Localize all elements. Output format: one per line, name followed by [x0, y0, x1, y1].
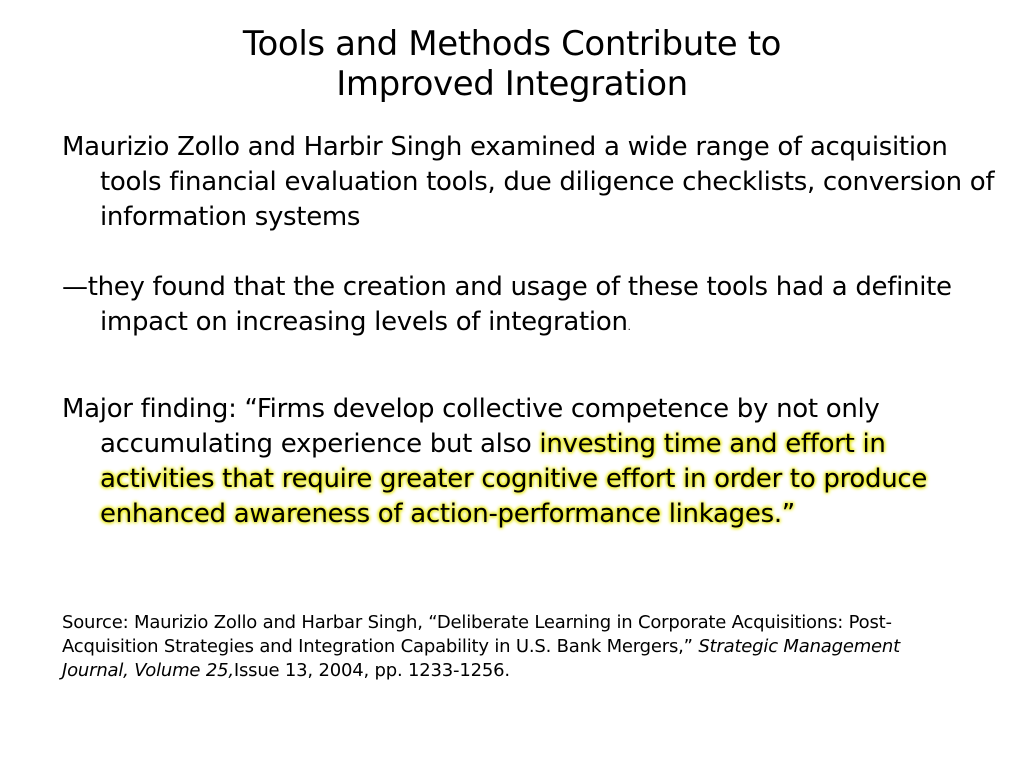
slide-title — [0, 24, 1024, 104]
slide-title-line-1: Tools and Methods Contribute to — [242, 24, 782, 64]
major-finding-lead: Major finding: “Firms develop collective competence by not only accumulating experience but also — [62, 394, 880, 459]
paragraph-tools-examined — [62, 130, 1005, 235]
source-citation-tail: Issue 13, 2004, pp. 1233-1256. — [233, 660, 510, 681]
paragraph-findings-text: —they found that the creation and usage of these tools had a definite impact on increasing levels of integration — [62, 272, 952, 337]
source-citation — [62, 611, 962, 683]
paragraph-findings — [62, 270, 1005, 345]
paragraph-findings-dot: . — [627, 322, 631, 333]
paragraph-tools-examined-text: Maurizio Zollo and Harbir Singh examined a wide range of acquisition tools financial evaluation tools, due diligence checklists, conversion of information systems — [62, 132, 995, 232]
paragraph-major-finding — [62, 392, 1005, 532]
major-finding-highlighted-quote: investing time and effort in activities that require greater cognitive effort in order to produce enhanced awareness of action-performance linkages.” — [100, 429, 928, 529]
source-citation-lead: Source: Maurizio Zollo and Harbar Singh, “Deliberate Learning in Corporate Acquisitions: Post-Acquisition Strategies and Integration Capability in U.S. Bank Mergers,” — [62, 612, 892, 657]
source-journal-name: Strategic Management Journal, Volume 25, — [62, 636, 900, 681]
slide-title-line-2: Improved Integration — [336, 64, 688, 104]
